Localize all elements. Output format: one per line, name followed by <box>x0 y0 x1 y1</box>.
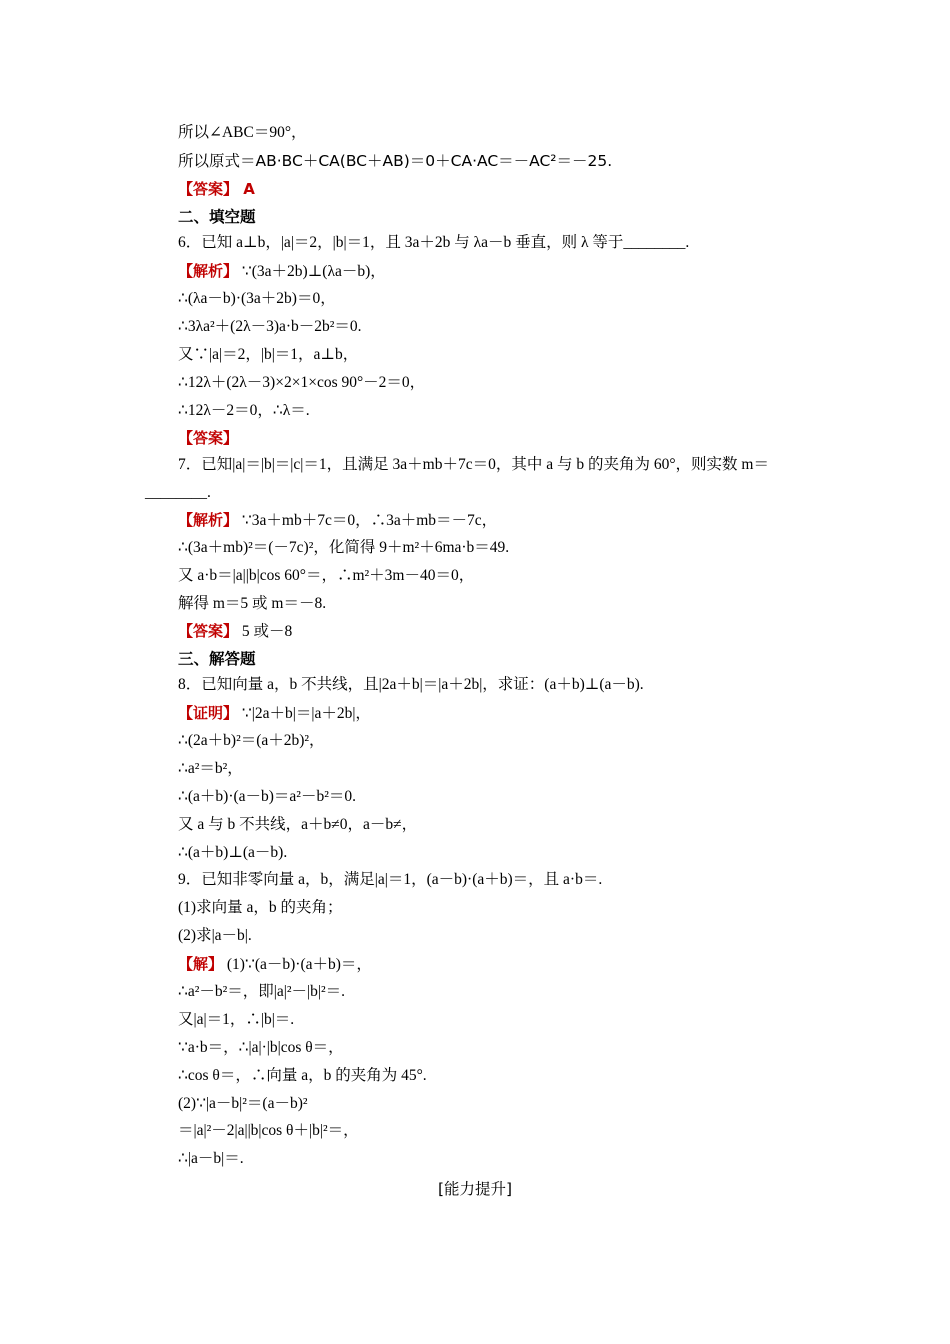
text-line: ∴12λ－2＝0，∴λ＝. <box>178 402 310 419</box>
text-line: (2)∵|a－b|²＝(a－b)² <box>178 1095 308 1112</box>
solution-line: 【解】 (1)∵(a－b)·(a＋b)＝， <box>178 955 372 973</box>
section-title: [能力提升] <box>437 1180 513 1198</box>
text-line: ∴12λ＋(2λ－3)×2×1×cos 90°－2＝0， <box>178 374 426 391</box>
text-line: ∴(3a＋mb)²＝(－7c)²，化简得 9＋m²＋6ma·b＝49. <box>178 539 510 556</box>
question-7: 7．已知|a|＝|b|＝|c|＝1，且满足 3a＋mb＋7c＝0，其中 a 与 b 的夹角为 60°，则实数 m＝ <box>178 456 769 473</box>
label-tag: 【解析】 <box>178 262 239 280</box>
answer-line: 【答案】 5 或－8 <box>178 622 293 640</box>
text-line: 解得 m＝5 或 m＝－8. <box>178 595 327 612</box>
answer-label: 【答案】 <box>178 429 239 447</box>
analysis-line: 【解析】 ∵3a＋mb＋7c＝0，∴3a＋mb＝－7c， <box>178 511 498 529</box>
question-9: 9．已知非零向量 a，b，满足|a|＝1，(a－b)·(a＋b)＝，且 a·b＝. <box>178 871 603 888</box>
section-heading: 三、解答题 <box>178 650 256 668</box>
text-line: 又|a|＝1，∴|b|＝. <box>178 1011 295 1028</box>
proof-line: 【证明】 ∵|2a＋b|＝|a＋2b|， <box>178 704 371 722</box>
label-tag: 【解】 <box>178 955 224 973</box>
text-line: ∴a²－b²＝，即|a|²－|b|²＝. <box>178 983 345 1000</box>
text-line: ∴3λa²＋(2λ－3)a·b－2b²＝0. <box>178 318 362 335</box>
text-line: 又∵|a|＝2，|b|＝1，a⊥b， <box>178 346 359 363</box>
section-heading: 二、填空题 <box>178 208 256 226</box>
label-tag: 【答案】 <box>178 622 239 640</box>
text-line: ∴(a＋b)·(a－b)＝a²－b²＝0. <box>178 788 356 805</box>
question-6: 6．已知 a⊥b，|a|＝2，|b|＝1，且 3a＋2b 与 λa－b 垂直，则 λ 等于________. <box>178 234 690 251</box>
text-line: ∴|a－b|＝. <box>178 1150 244 1167</box>
label-tag: 【证明】 <box>178 704 239 722</box>
label-tag: 【解析】 <box>178 511 239 529</box>
text-line: ________. <box>145 484 211 501</box>
text-line: ∴cos θ＝，∴向量 a，b 的夹角为 45°. <box>178 1067 427 1084</box>
text-line: 所以原式＝AB·BC＋CA(BC＋AB)＝0＋CA·AC＝－AC²＝－25. <box>178 152 613 170</box>
text-line: (2)求|a－b|. <box>178 927 252 944</box>
text-line: ∴(λa－b)·(3a＋2b)＝0， <box>178 290 336 307</box>
answer-label: 【答案】 A <box>178 180 255 198</box>
question-8: 8．已知向量 a，b 不共线，且|2a＋b|＝|a＋2b|，求证：(a＋b)⊥(a－b). <box>178 676 644 693</box>
text-line: 所以∠ABC＝90°， <box>178 124 307 141</box>
text-line: ∴a²＝b²， <box>178 760 243 777</box>
text-line: (1)求向量 a，b 的夹角； <box>178 899 343 916</box>
text-line: 又 a·b＝|a||b|cos 60°＝，∴m²＋3m－40＝0， <box>178 567 475 584</box>
text-line: ∴(2a＋b)²＝(a＋2b)²， <box>178 732 325 749</box>
text-line: ＝|a|²－2|a||b|cos θ＋|b|²＝， <box>178 1122 359 1139</box>
analysis-line: 【解析】 ∵(3a＋2b)⊥(λa－b)， <box>178 262 386 280</box>
text-line: ∵a·b＝，∴|a|·|b|cos θ＝， <box>178 1039 344 1056</box>
text-line: 又 a 与 b 不共线，a＋b≠0，a－b≠， <box>178 816 418 833</box>
text-line: ∴(a＋b)⊥(a－b). <box>178 844 288 861</box>
